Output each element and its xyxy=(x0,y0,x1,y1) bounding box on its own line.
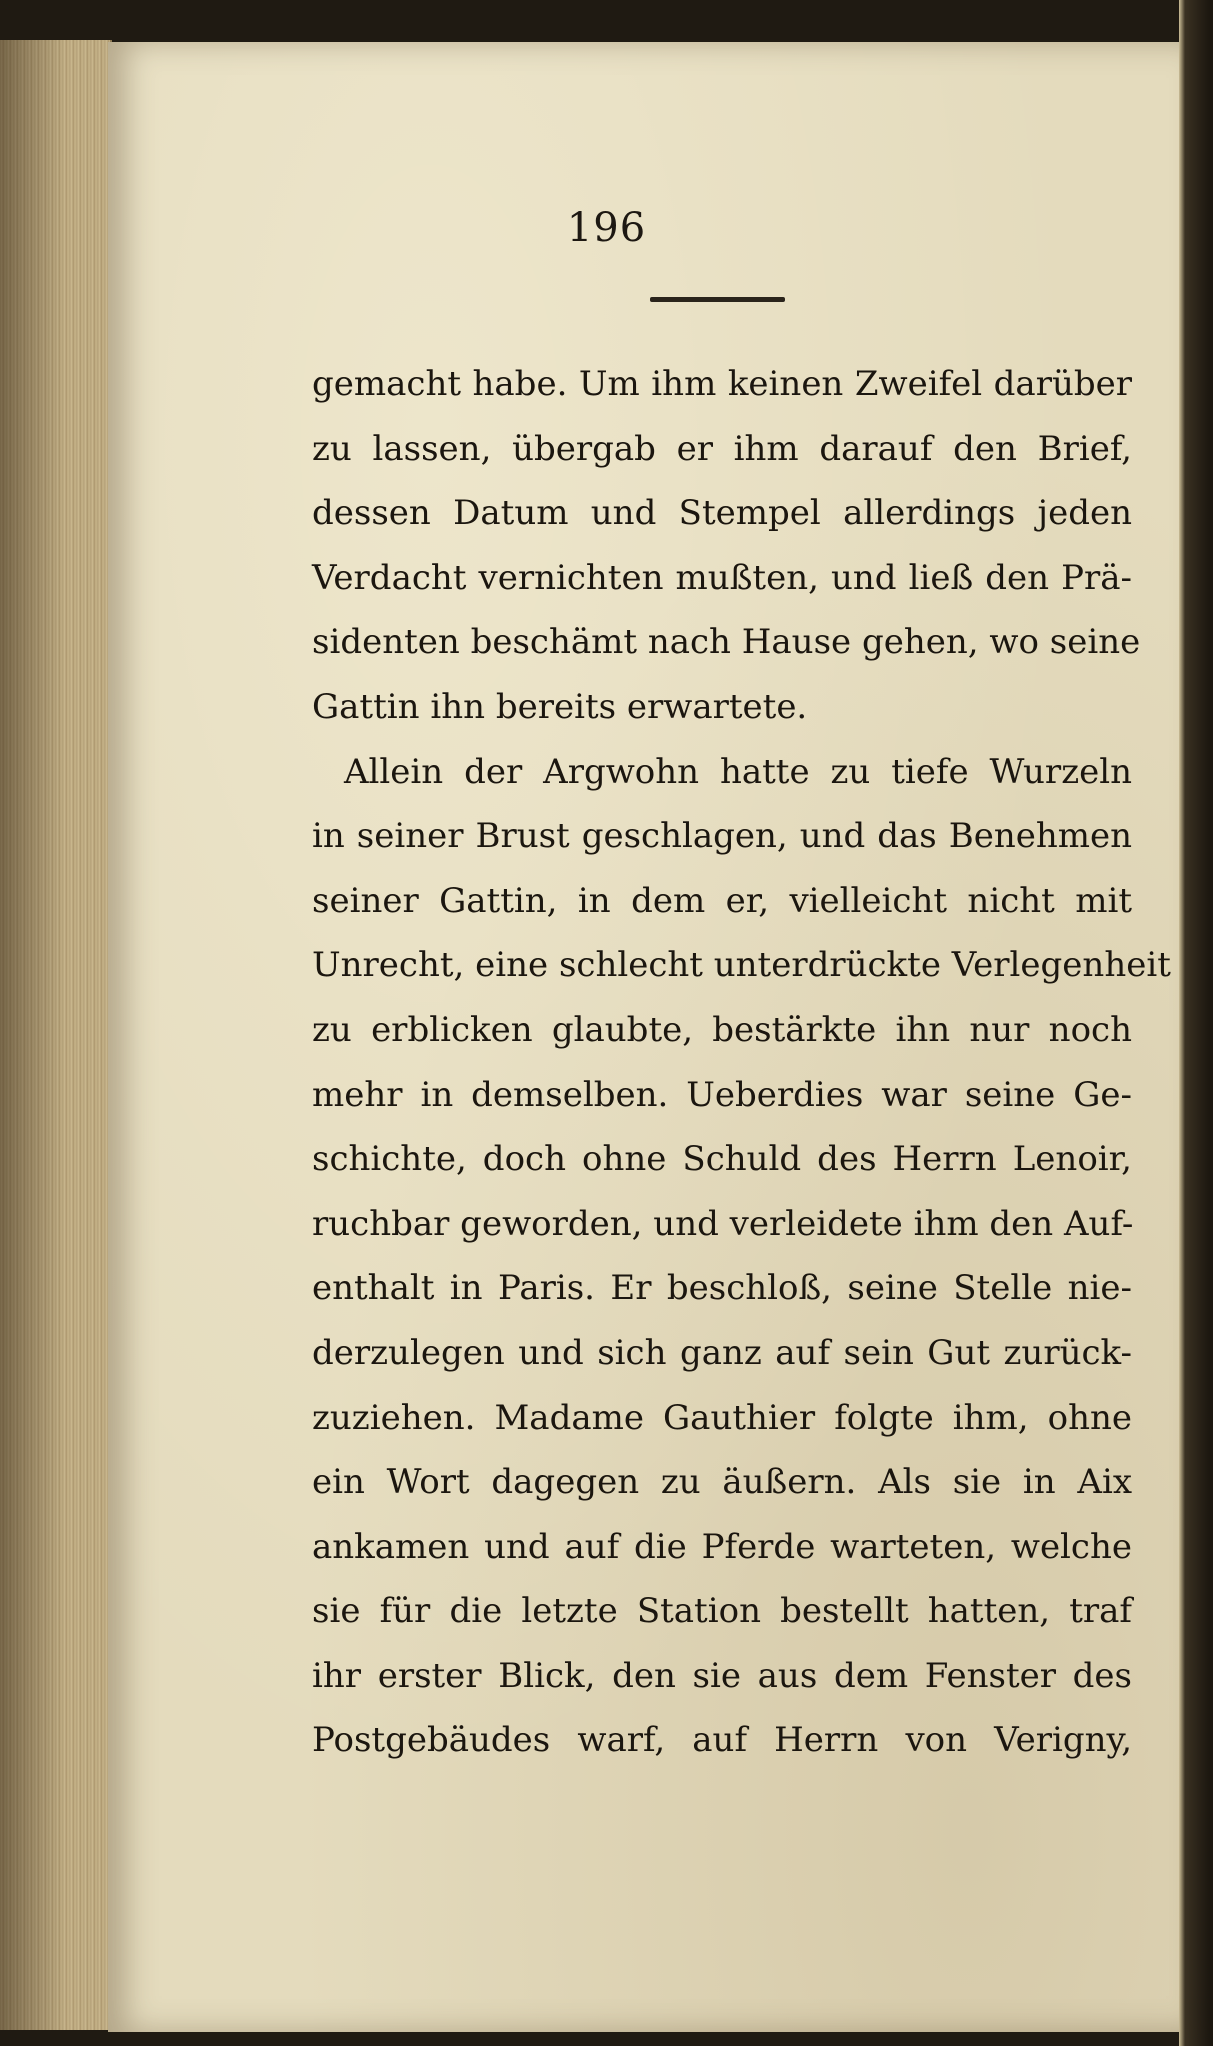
body-text xyxy=(312,352,1171,1773)
text-line: ruchbar geworden, und verleidete ihm den Auf- xyxy=(312,1203,1134,1244)
text-line: mehr in demselben. Ueberdies war seine Ge- xyxy=(312,1074,1132,1115)
text-line: zuziehen. Madame Gauthier folgte ihm, ohne xyxy=(312,1397,1132,1438)
text-line: Verdacht vernichten mußten, und ließ den Prä- xyxy=(312,557,1132,598)
text-line: derzulegen und sich ganz auf sein Gut zurück- xyxy=(312,1332,1132,1373)
page-edges xyxy=(0,40,112,2030)
text-line: sie für die letzte Station bestellt hatten, traf xyxy=(312,1591,1132,1632)
text-line: ankamen und auf die Pferde warteten, welche xyxy=(312,1526,1132,1567)
text-line: sidenten beschämt nach Hause gehen, wo seine xyxy=(312,622,1141,663)
page-number: 196 xyxy=(566,205,647,251)
text-line: gemacht habe. Um ihm keinen Zweifel darüber xyxy=(312,364,1132,404)
text-line: Gattin ihn bereits erwartete. xyxy=(312,686,808,727)
text-line: seiner Gattin, in dem er, vielleicht nicht mit xyxy=(312,880,1132,921)
text-line: in seiner Brust geschlagen, und das Benehmen xyxy=(312,816,1132,857)
text-line: dessen Datum und Stempel allerdings jeden xyxy=(312,493,1132,534)
text-line: Postgebäudes warf, auf Herrn von Verigny, xyxy=(312,1720,1132,1761)
text-line: zu lassen, übergab er ihm darauf den Brief, xyxy=(312,428,1132,469)
text-line: ein Wort dagegen zu äußern. Als sie in Aix xyxy=(312,1462,1132,1503)
text-line: Allein der Argwohn hatte zu tiefe Wurzeln xyxy=(344,751,1132,792)
text-line: ihr erster Blick, den sie aus dem Fenster des xyxy=(312,1655,1132,1696)
header-rule xyxy=(650,297,785,302)
text-line: zu erblicken glaubte, bestärkte ihn nur noch xyxy=(312,1009,1132,1050)
text-line: Unrecht, eine schlecht unterdrückte Verlegenheit xyxy=(312,945,1171,986)
binding-edge xyxy=(1179,0,1213,2046)
text-line: enthalt in Paris. Er beschloß, seine Stelle nie- xyxy=(312,1268,1132,1309)
text-line: schichte, doch ohne Schuld des Herrn Lenoir, xyxy=(312,1139,1132,1180)
